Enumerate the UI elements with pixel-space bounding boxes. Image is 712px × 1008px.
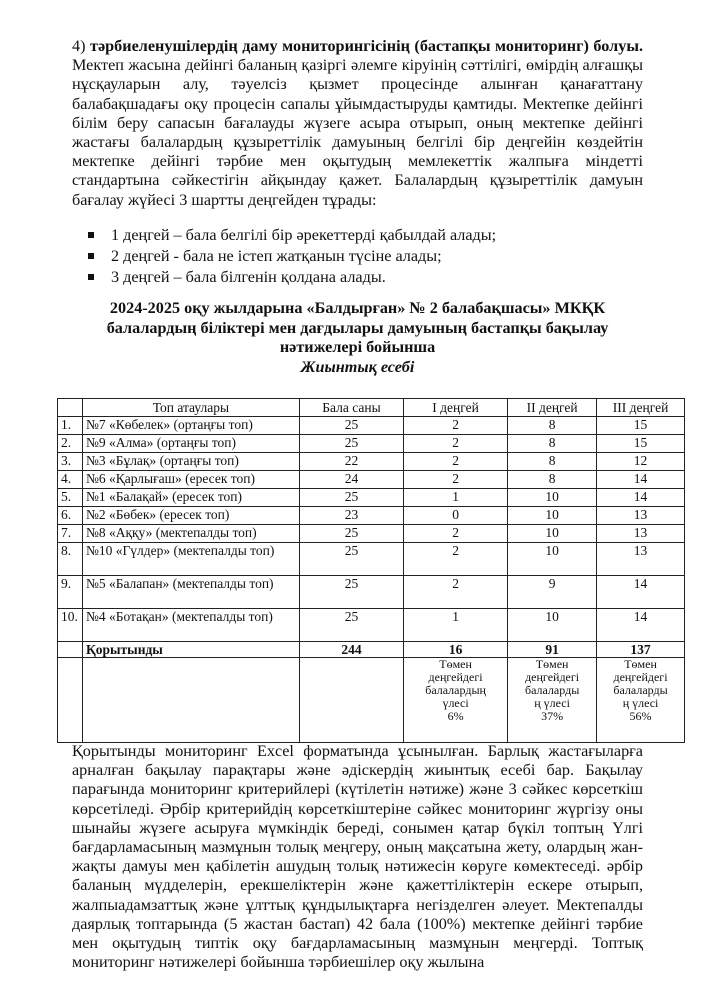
row-number: 5. [58, 489, 83, 507]
share-level-1 [404, 658, 508, 743]
level-2-count: 10 [508, 609, 597, 642]
bullet-icon [88, 232, 94, 238]
child-count: 22 [299, 453, 403, 471]
table-row [58, 507, 685, 525]
list-item [86, 246, 626, 267]
table-row [58, 576, 685, 609]
level-1-count: 0 [404, 507, 508, 525]
level-1-count: 2 [404, 576, 508, 609]
list-item [86, 225, 626, 246]
report-title [72, 299, 643, 377]
table-row [58, 453, 685, 471]
table-row [58, 435, 685, 453]
share-line: деңгейдегі [613, 670, 668, 684]
title-line-3: нәтижелері бойынша [279, 338, 436, 356]
level-1-count: 2 [404, 543, 508, 576]
level-text: 2 деңгей - бала не істеп жатқанын түсіне алады; [111, 247, 442, 265]
total-level-2: 91 [508, 642, 597, 658]
total-label: Қорытынды [82, 642, 299, 658]
title-line-1: 2024-2025 оқу жылдарына «Балдырған» № 2 балабақшасы» МКҚК [109, 299, 606, 317]
level-1-count: 2 [404, 471, 508, 489]
share-percent: 37% [541, 709, 564, 723]
share-level-2 [508, 658, 597, 743]
closing-paragraph: Қорытынды мониторинг Excel форматында ұсынылған. Барлық жастағыларға арналған бақылау парақтары және әдіскердің жиынтық есебі бар. Бақылау парағында мониторинг критерийлері (күтілетін нәтиже) және 3 сәйкес көрсеткіш көрсетіледі. Әрбір критерийдің көрсеткіштеріне сәйкес мониторинг жүргізу оны шынайы жүзеге асыруға мүмкіндік береді, сонымен қатар бүкіл топтың Үлгі бағдарламасының мазмұнын толық меңгеру, оның мақсатына жету, олардың жан-жақты дамуы мен қабілетін ашудың толық нәтижесін көруге көмектеседі. әрбір баланың мүдделерін, ерекшеліктерін және қажеттіліктерін ескере отырып, жалпыадамзаттық және ұлттық құндылықтарға негізделген әлеует. Мектепалды даярлық топтарында (5 жастан бастап) 42 бала (100%) мектепке дейінгі тәрбие мен оқытудың типтік оқу бағдарламасының мазмұнын меңгерді. Топтық мониторинг нәтижелері бойынша тәрбиешілер оқу жылына [72, 742, 643, 972]
header-level-2: II деңгей [508, 399, 597, 417]
share-line: балаларды [613, 683, 668, 697]
level-3-count: 13 [597, 543, 685, 576]
group-name: №8 «Аққу» (мектепалды топ) [82, 525, 299, 543]
level-1-count: 2 [404, 435, 508, 453]
child-count: 25 [299, 543, 403, 576]
share-line: деңгейдегі [525, 670, 580, 684]
level-1-count: 2 [404, 453, 508, 471]
header-child-count: Бала саны [299, 399, 403, 417]
share-level-3 [597, 658, 685, 743]
row-number: 2. [58, 435, 83, 453]
level-3-count: 13 [597, 525, 685, 543]
intro-heading: тәрбиеленушілердің даму мониторингісінің (бастапқы мониторинг) болуы. [90, 37, 644, 55]
list-item [86, 267, 626, 288]
level-2-count: 10 [508, 543, 597, 576]
header-number [58, 399, 83, 417]
level-1-count: 2 [404, 417, 508, 435]
level-3-count: 14 [597, 576, 685, 609]
child-count: 25 [299, 609, 403, 642]
row-number: 9. [58, 576, 83, 609]
table-row [58, 417, 685, 435]
intro-paragraph [72, 37, 643, 210]
table-row [58, 525, 685, 543]
title-line-4: Жиынтық есебі [300, 357, 415, 376]
child-count: 25 [299, 489, 403, 507]
intro-text: Мектеп жасына дейінгі баланың қазіргі әлемге кіруінің сәттілігі, өмірдің алғашқы нұсқауларын алу, тәуелсіз қызмет процесінде алынған қанағаттану балабақшадағы оқу процесін сапалы ұйымдастыруды қамтиды. Мектепке дейінгі білім беру сапасын бағалауды жүзеге асыра отырып, оның мектепке дейінгі жастағы балалардың құзыреттілік дамуының белгілі бір деңгейін көздейтін мектепке дейінгі тәрбие мен оқытудың мемлекеттік жалпыға міндетті стандартына сәйкестігін айқындау қажет. Балалардың құзыреттілік дамуын бағалау жүйесі 3 шартты деңгейден тұрады: [72, 56, 643, 209]
level-3-count: 13 [597, 507, 685, 525]
group-name: №7 «Көбелек» (ортаңғы топ) [82, 417, 299, 435]
child-count: 23 [299, 507, 403, 525]
table-row [58, 609, 685, 642]
group-name: №10 «Гүлдер» (мектепалды топ) [82, 543, 299, 576]
level-3-count: 15 [597, 417, 685, 435]
table-header-row [58, 399, 685, 417]
row-number: 1. [58, 417, 83, 435]
child-count: 25 [299, 525, 403, 543]
level-2-count: 10 [508, 507, 597, 525]
level-3-count: 14 [597, 609, 685, 642]
level-3-count: 14 [597, 489, 685, 507]
level-3-count: 15 [597, 435, 685, 453]
level-text: 1 деңгей – бала белгілі бір әрекеттерді қабылдай алады; [111, 226, 497, 244]
header-level-1: I деңгей [404, 399, 508, 417]
level-3-count: 12 [597, 453, 685, 471]
share-line: балалардың [425, 683, 486, 697]
share-line: Төмен [535, 657, 569, 671]
level-1-count: 1 [404, 609, 508, 642]
share-count-cell [299, 658, 403, 743]
header-group-name: Топ атаулары [82, 399, 299, 417]
bullet-icon [88, 274, 94, 280]
group-name: №6 «Қарлығаш» (ересек топ) [82, 471, 299, 489]
group-name: №9 «Алма» (ортаңғы топ) [82, 435, 299, 453]
child-count: 25 [299, 435, 403, 453]
child-count: 24 [299, 471, 403, 489]
level-text: 3 деңгей – бала білгенін қолдана алады. [111, 268, 386, 286]
share-label-cell [82, 658, 299, 743]
total-child-count: 244 [299, 642, 403, 658]
group-name: №4 «Ботақан» (мектепалды топ) [82, 609, 299, 642]
title-line-2: балалардың біліктері мен дағдылары дамуының бастапқы бақылау [106, 318, 609, 337]
group-name: №2 «Бөбек» (ересек топ) [82, 507, 299, 525]
level-2-count: 8 [508, 471, 597, 489]
header-level-3: III деңгей [597, 399, 685, 417]
levels-list [86, 225, 626, 288]
level-2-count: 8 [508, 453, 597, 471]
level-3-count: 14 [597, 471, 685, 489]
level-1-count: 2 [404, 525, 508, 543]
group-name: №5 «Балапан» (мектепалды топ) [82, 576, 299, 609]
total-level-3: 137 [597, 642, 685, 658]
table-row [58, 543, 685, 576]
bullet-icon [88, 253, 94, 259]
results-table [57, 398, 685, 743]
share-line: Төмен [624, 657, 657, 671]
level-2-count: 9 [508, 576, 597, 609]
group-name: №1 «Балақай» (ересек топ) [82, 489, 299, 507]
share-number-cell [58, 658, 83, 743]
share-line: ң үлесі [534, 696, 570, 710]
share-line: Төмен [439, 657, 472, 671]
share-line: үлесі [442, 696, 469, 710]
row-number: 3. [58, 453, 83, 471]
group-name: №3 «Бұлақ» (ортаңғы топ) [82, 453, 299, 471]
child-count: 25 [299, 576, 403, 609]
share-percent: 6% [447, 709, 464, 723]
level-2-count: 10 [508, 525, 597, 543]
total-number-cell [58, 642, 83, 658]
row-number: 10. [58, 609, 83, 642]
table-row [58, 471, 685, 489]
total-level-1: 16 [404, 642, 508, 658]
share-percent: 56% [629, 709, 652, 723]
intro-prefix: 4) [72, 37, 91, 55]
row-number: 8. [58, 543, 83, 576]
share-line: деңгейдегі [428, 670, 483, 684]
level-2-count: 8 [508, 417, 597, 435]
share-line: балаларды [524, 683, 580, 697]
row-number: 4. [58, 471, 83, 489]
share-line: ң үлесі [622, 696, 659, 710]
share-row [58, 658, 685, 743]
row-number: 7. [58, 525, 83, 543]
table-row [58, 489, 685, 507]
level-2-count: 10 [508, 489, 597, 507]
total-row [58, 642, 685, 658]
row-number: 6. [58, 507, 83, 525]
level-1-count: 1 [404, 489, 508, 507]
child-count: 25 [299, 417, 403, 435]
level-2-count: 8 [508, 435, 597, 453]
